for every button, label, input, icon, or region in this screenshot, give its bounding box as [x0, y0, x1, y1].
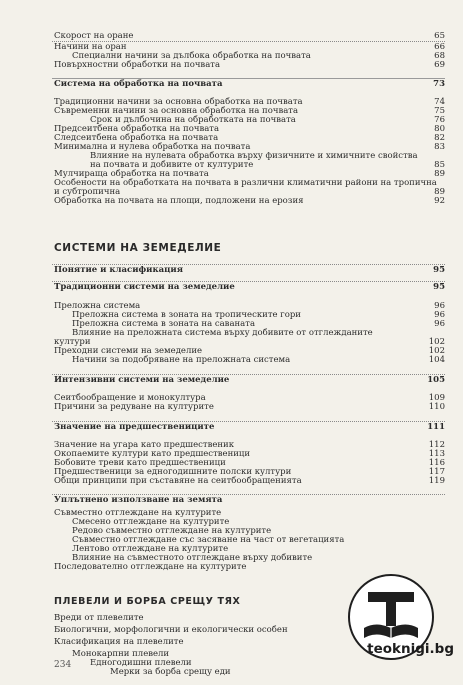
toc-entry-text: Мерки за борба срещу еди [110, 667, 231, 677]
page-number: 234 [54, 660, 72, 670]
toc-entry-page: 96 [434, 319, 445, 329]
toc-entry-page: 96 [434, 310, 445, 320]
toc-entry-text: Преходни системи на земеделие [54, 346, 203, 356]
toc-entry [0, 401, 463, 413]
toc-entry-text: Смесено отглеждане на културите [72, 517, 230, 527]
toc-entry-text: Класификация на плевелите [54, 637, 184, 647]
toc-entry-text: Сеитбообращение и монокултура [54, 393, 206, 403]
toc-entry-text: Обработка на почвата на площи, подложени на ерозия [54, 196, 304, 206]
toc-entry-text: Последователно отглеждане на културите [54, 562, 247, 572]
toc-entry-text: Влияние на нулевата обработка върху физичните и химичните свойства [90, 151, 418, 161]
toc-entry-text: Съвместно отглеждане със засяване на част от вегетацията [72, 535, 345, 545]
section-page: 73 [433, 79, 445, 89]
toc-entry-page: 116 [428, 458, 445, 468]
toc-entry [0, 195, 463, 207]
toc-entry-text: Едногодишни плевели [90, 658, 192, 668]
toc-entry-text: Съвременни начини за основна обработка на почвата [54, 106, 299, 116]
toc-entry-text: Начини на оран [54, 42, 127, 52]
toc-entry-text: Скорост на оране [54, 31, 134, 41]
toc-entry-page: 104 [428, 355, 445, 365]
toc-entry-page: 80 [434, 124, 445, 134]
toc-entry [20, 666, 463, 678]
chapter-title-2: ПЛЕВЕЛИ И БОРБА СРЕЩУ ТЯХ [54, 596, 241, 607]
toc-entry-text: Биологични, морфологични и екологически особен [54, 625, 288, 635]
toc-entry-text: Срок и дълбочина на обработката на почвата [90, 115, 296, 125]
toc-entry-text: Повърхностни обработки на почвата [54, 60, 221, 70]
toc-entry-text: Редово съвместно отглеждане на културите [72, 526, 272, 536]
brand-name: teoknigi.bg [367, 641, 454, 657]
toc-entry [0, 494, 463, 506]
toc-entry-text: Мулчираща обработка на почвата [54, 169, 209, 179]
divider [52, 264, 445, 265]
toc-entry-page: 95 [433, 282, 445, 292]
toc-entry [0, 561, 463, 573]
toc-entry-page: 110 [428, 402, 445, 412]
toc-entry-text: Преложна система в зоната на тропическите гори [72, 310, 301, 320]
toc-entry-text: Особености на обработката на почвата в различни климатични райони на тропична [54, 178, 437, 188]
toc-entry-text: Значение на угара като предшественик [54, 440, 235, 450]
toc-entry-text: Специални начини за дълбока обработка на почвата [72, 51, 311, 61]
toc-entry-text: Начини за подобряване на преложната система [72, 355, 291, 365]
toc-entry-page: 82 [434, 133, 445, 143]
toc-entry-text: Значение на предшествениците [54, 422, 215, 432]
toc-entry-text: Традиционни системи на земеделие [54, 282, 235, 292]
toc-entry-page: 105 [427, 375, 445, 385]
toc-entry-page: 89 [434, 169, 445, 179]
toc-entry-page: 75 [434, 106, 445, 116]
toc-entry-text: Традиционни начини за основна обработка на почвата [54, 97, 303, 107]
toc-entry-text: култури [54, 337, 91, 347]
toc-entry-page: 85 [434, 160, 445, 170]
toc-entry-text: Влияние на преложната система върху добивите от отглежданите [72, 328, 373, 338]
toc-entry-page: 65 [434, 31, 445, 41]
toc-entry-page: 109 [428, 393, 445, 403]
toc-entry-text: Преложна система в зоната на саваната [72, 319, 256, 329]
toc-entry-page: 66 [434, 42, 445, 52]
toc-entry-text: Причини за редуване на културите [54, 402, 214, 412]
toc-entry-page: 68 [434, 51, 445, 61]
toc-entry [0, 354, 463, 366]
toc-entry-text: Съвместно отглеждане на културите [54, 508, 222, 518]
toc-entry-text: Общи принципи при съставяне на сеитбообращенията [54, 476, 302, 486]
toc-entry-text: Лентово отглеждане на културите [72, 544, 229, 554]
toc-entry-page: 76 [434, 115, 445, 125]
toc-entry-page: 102 [428, 337, 445, 347]
toc-entry-page: 119 [428, 476, 445, 486]
toc-entry-page: 113 [428, 449, 445, 459]
toc-entry-page: 69 [434, 60, 445, 70]
chapter-title: СИСТЕМИ НА ЗЕМЕДЕЛИЕ [54, 242, 222, 254]
toc-entry-text: на почвата и добивите от културите [90, 160, 254, 170]
toc-entry [0, 475, 463, 487]
toc-entry-page: 117 [428, 467, 445, 477]
toc-entry-page: 96 [434, 301, 445, 311]
toc-entry-text: и субтропична [54, 187, 121, 197]
toc-entry [0, 264, 463, 276]
toc-entry-page: 83 [434, 142, 445, 152]
toc-entry-page: 74 [434, 97, 445, 107]
toc-entry-text: Монокарпни плевели [72, 649, 170, 659]
toc-entry [0, 374, 463, 386]
toc-entry-text: Следсеитбена обработка на почвата [54, 133, 219, 143]
toc-entry-text: Предсеитбена обработка на почвата [54, 124, 220, 134]
toc-entry-page: 92 [434, 196, 445, 206]
toc-entry-text: Понятие и класификация [54, 265, 183, 275]
toc-entry-text: Окопаемите култури като предшественици [54, 449, 251, 459]
toc-entry-text: Преложна система [54, 301, 141, 311]
toc-entry-text: Влияние на съвместното отглеждане върху добивите [72, 553, 313, 563]
toc-entry-page: 95 [433, 265, 445, 275]
toc-entry [0, 59, 463, 71]
toc-entry-page: 111 [427, 422, 445, 432]
toc-entry-text: Бобовите треви като предшественици [54, 458, 226, 468]
toc-entry-text: Предшественици за едногодишните полски култури [54, 467, 292, 477]
toc-entry-text: Вреди от плевелите [54, 613, 144, 623]
toc-entry-text: Минимална и нулева обработка на почвата [54, 142, 251, 152]
toc-entry-page: 89 [434, 187, 445, 197]
toc-entry-text: Интензивни системи на земеделие [54, 375, 230, 385]
toc-entry-page: 102 [428, 346, 445, 356]
toc-entry-page: 112 [428, 440, 445, 450]
section-title: Система на обработка на почвата [54, 79, 223, 89]
toc-entry [0, 421, 463, 433]
section-heading [0, 78, 463, 90]
toc-entry-text: Уплътнено използване на земята [54, 495, 223, 505]
toc-entry [0, 281, 463, 293]
